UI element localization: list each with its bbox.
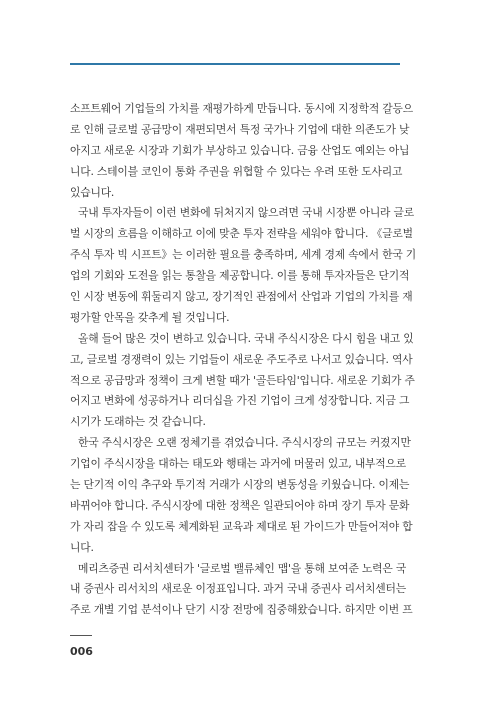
text-line: 는 단기적 이익 추구와 투기적 거래가 시장의 변동성을 키웠습니다. 이제는 [70, 478, 410, 492]
header-rule [70, 63, 400, 65]
text-line: 인 시장 변동에 휘둘리지 않고, 장기적인 관점에서 산업과 기업의 가치를 재 [70, 290, 413, 304]
text-line: 시기가 도래하는 것 같습니다. [70, 415, 206, 429]
text-line: 적으로 공급망과 정책이 크게 변할 때가 '골든타임'입니다. 새로운 기회가 주 [70, 373, 415, 387]
text-line: 한국 주식시장은 오랜 정체기를 겪었습니다. 주식시장의 규모는 커졌지만 [78, 436, 411, 450]
text-line: 있습니다. [70, 185, 115, 199]
page-number-rule [70, 635, 92, 636]
text-line: 고, 글로벌 경쟁력이 있는 기업들이 새로운 주도주로 나서고 있습니다. 역사 [70, 352, 413, 366]
text-line: 업의 기회와 도전을 읽는 통찰을 제공합니다. 이를 통해 투자자들은 단기적 [70, 269, 410, 283]
text-line: 벌 시장의 흐름을 이해하고 이에 맞춘 투자 전략을 세워야 합니다. 《글로벌 [70, 227, 413, 241]
text-line: 아지고 새로운 시장과 기회가 부상하고 있습니다. 금융 산업도 예외는 아닙 [70, 143, 410, 157]
text-line: 바뀌어야 합니다. 주식시장에 대한 정책은 일관되어야 하며 장기 투자 문화 [70, 498, 410, 512]
page-number: 006 [70, 645, 93, 658]
text-line: 니다. 스테이블 코인이 통화 주권을 위협할 수 있다는 우려 또한 도사리고 [70, 164, 403, 178]
text-line: 니다. [70, 540, 94, 554]
text-line: 내 증권사 리서치의 새로운 이정표입니다. 과거 국내 증권사 리서치센터는 [70, 582, 406, 596]
text-line: 가 자리 잡을 수 있도록 체계화된 교육과 제대로 된 가이드가 만들어져야 합 [70, 519, 413, 533]
text-line: 국내 투자자들이 이런 변화에 뒤처지지 않으려면 국내 시장뿐 아니라 글로 [78, 206, 414, 220]
text-line: 평가할 안목을 갖추게 될 것입니다. [70, 310, 230, 324]
text-line: 기업이 주식시장을 대하는 태도와 행태는 과거에 머물러 있고, 내부적으로 [70, 457, 406, 471]
text-line: 주식 투자 빅 시프트》는 이러한 필요를 충족하며, 세계 경제 속에서 한국 기 [70, 248, 417, 262]
text-line: 로 인해 글로벌 공급망이 재편되면서 특정 국가나 기업에 대한 의존도가 낮 [70, 122, 410, 136]
text-line: 소프트웨어 기업들의 가치를 재평가하게 만듭니다. 동시에 지정학적 갈등으 [70, 102, 413, 115]
text-line: 어지고 변화에 성공하거나 리더십을 가진 기업이 크게 성장합니다. 지금 그 [70, 394, 410, 408]
text-line: 올해 들어 많은 것이 변하고 있습니다. 국내 주식시장은 다시 힘을 내고 있 [78, 331, 414, 345]
text-line: 메리츠증권 리서치센터가 '글로벌 밸류체인 맵'을 통해 보여준 노력은 국 [78, 561, 407, 575]
body-text [70, 99, 417, 621]
text-line: 주로 개별 기업 분석이나 단기 시장 전망에 집중해왔습니다. 하지만 이번 프 [70, 603, 413, 617]
